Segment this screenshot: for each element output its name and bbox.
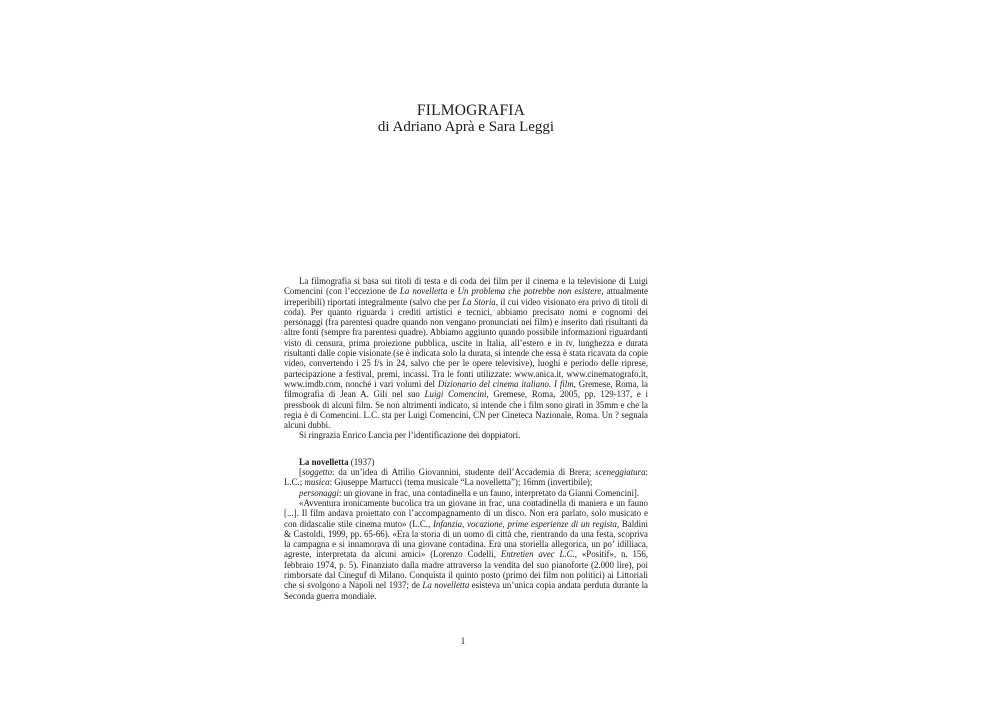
acknowledgement-paragraph: Si ringrazia Enrico Lancia per l’identificazione dei doppiatori.	[299, 430, 521, 441]
film-entry	[284, 457, 648, 601]
film-characters: personaggi: un giovane in frac, una contadinella e un fauno, interpretato da Gianni Comencini].	[299, 487, 640, 498]
film-title: La novelletta	[299, 456, 349, 467]
intro-paragraph: La filmografia si basa sui titoli di testa e di coda dei film per il cinema e la televisione di Luigi Comencini (con l’eccezione de La novelletta e Un problema che potrebbe non esistere, attualmente irreperibili) riportati integralmente (salvo che per La Storia, il cui video visionato era privo di titoli di coda). Per quanto riguarda i crediti artistici e tecnici, abbiamo precisato nomi e cognomi dei personaggi (fra parentesi quadre quando non vengano pronunciati nei film) e inserito dati risultanti da altre fonti (sempre fra parentesi quadre). Abbiamo aggiunto quando possibile informazioni riguardanti visto di censura, prima proiezione pubblica, uscite in Italia, all’estero e in tv, lunghezza e durata risultanti dalle copie visionate (se è indicata solo la durata, si intende che essa è stata ricavata da copie video, convertendo i 25 f/s in 24, salvo che per le opere televisive), luoghi e periodo delle riprese, partecipazione a festival, premi, incassi. Tra le fonti utilizzate: www.anica.it, www.cinematografo.it, www.imdb.com, nonché i vari volumi del Dizionario del cinema italiano. I film, Gremese, Roma, la filmografia di Jean A. Gili nel suo Luigi Comencini, Gremese, Roma, 2005, pp. 129-137, e i pressbook di alcuni film. Se non altrimenti indicato, si intende che i film sono girati in 35mm e che la regia è di Comencini. L.C. sta per Luigi Comencini, CN per Cineteca Nazionale, Roma. Un ? segnala alcuni dubbi.	[284, 276, 649, 431]
film-notes: «Avventura ironicamente bucolica tra un giovane in frac, una contadinella di maniera e un fauno [...]. Il film andava proiettato con l’accompagnamento di un disco. Non era parlato, solo musicato e con didascalie stile cinema muto» (L.C., Infanzia, vocazione, prime esperienze di un regista, Baldini & Castoldi, 1999, pp. 65-66). «Era la storia di un uomo di città che, rientrando da una festa, scopriva la campagna e si innamorava di una giovane contadina. Era una storiella allegorica, un po’ idilliaca, agreste, interpretata da alcuni amici» (Lorenzo Codelli, Entretien avec L.C., «Positif», n. 156, febbraio 1974, p. 5). Finanziato dalla madre attraverso la vendita del suo pianoforte (2.000 lire), poi rimborsate dal Cineguf di Milano. Conquista il quinto posto (primo dei film non politici) ai Littoriali che si svolgono a Napoli nel 1937; de La novelletta esisteva un’unica copia andata perduta durante la Seconda guerra mondiale.	[284, 497, 649, 601]
film-credits: [soggetto: da un’idea di Attilio Giovannini, studente dell’Accademia di Brera; sceneggiatura: L.C.; musica: Giuseppe Martucci (tema musicale “La novelletta”); 16mm (invertibile);	[284, 467, 648, 488]
film-year: (1937)	[348, 456, 375, 467]
page-number: 1	[460, 636, 466, 646]
document-body	[284, 276, 648, 601]
page-title: FILMOGRAFIA	[416, 102, 526, 119]
film-entry-heading	[284, 457, 648, 467]
page-subtitle: di Adriano Aprà e Sara Leggi	[377, 119, 555, 135]
